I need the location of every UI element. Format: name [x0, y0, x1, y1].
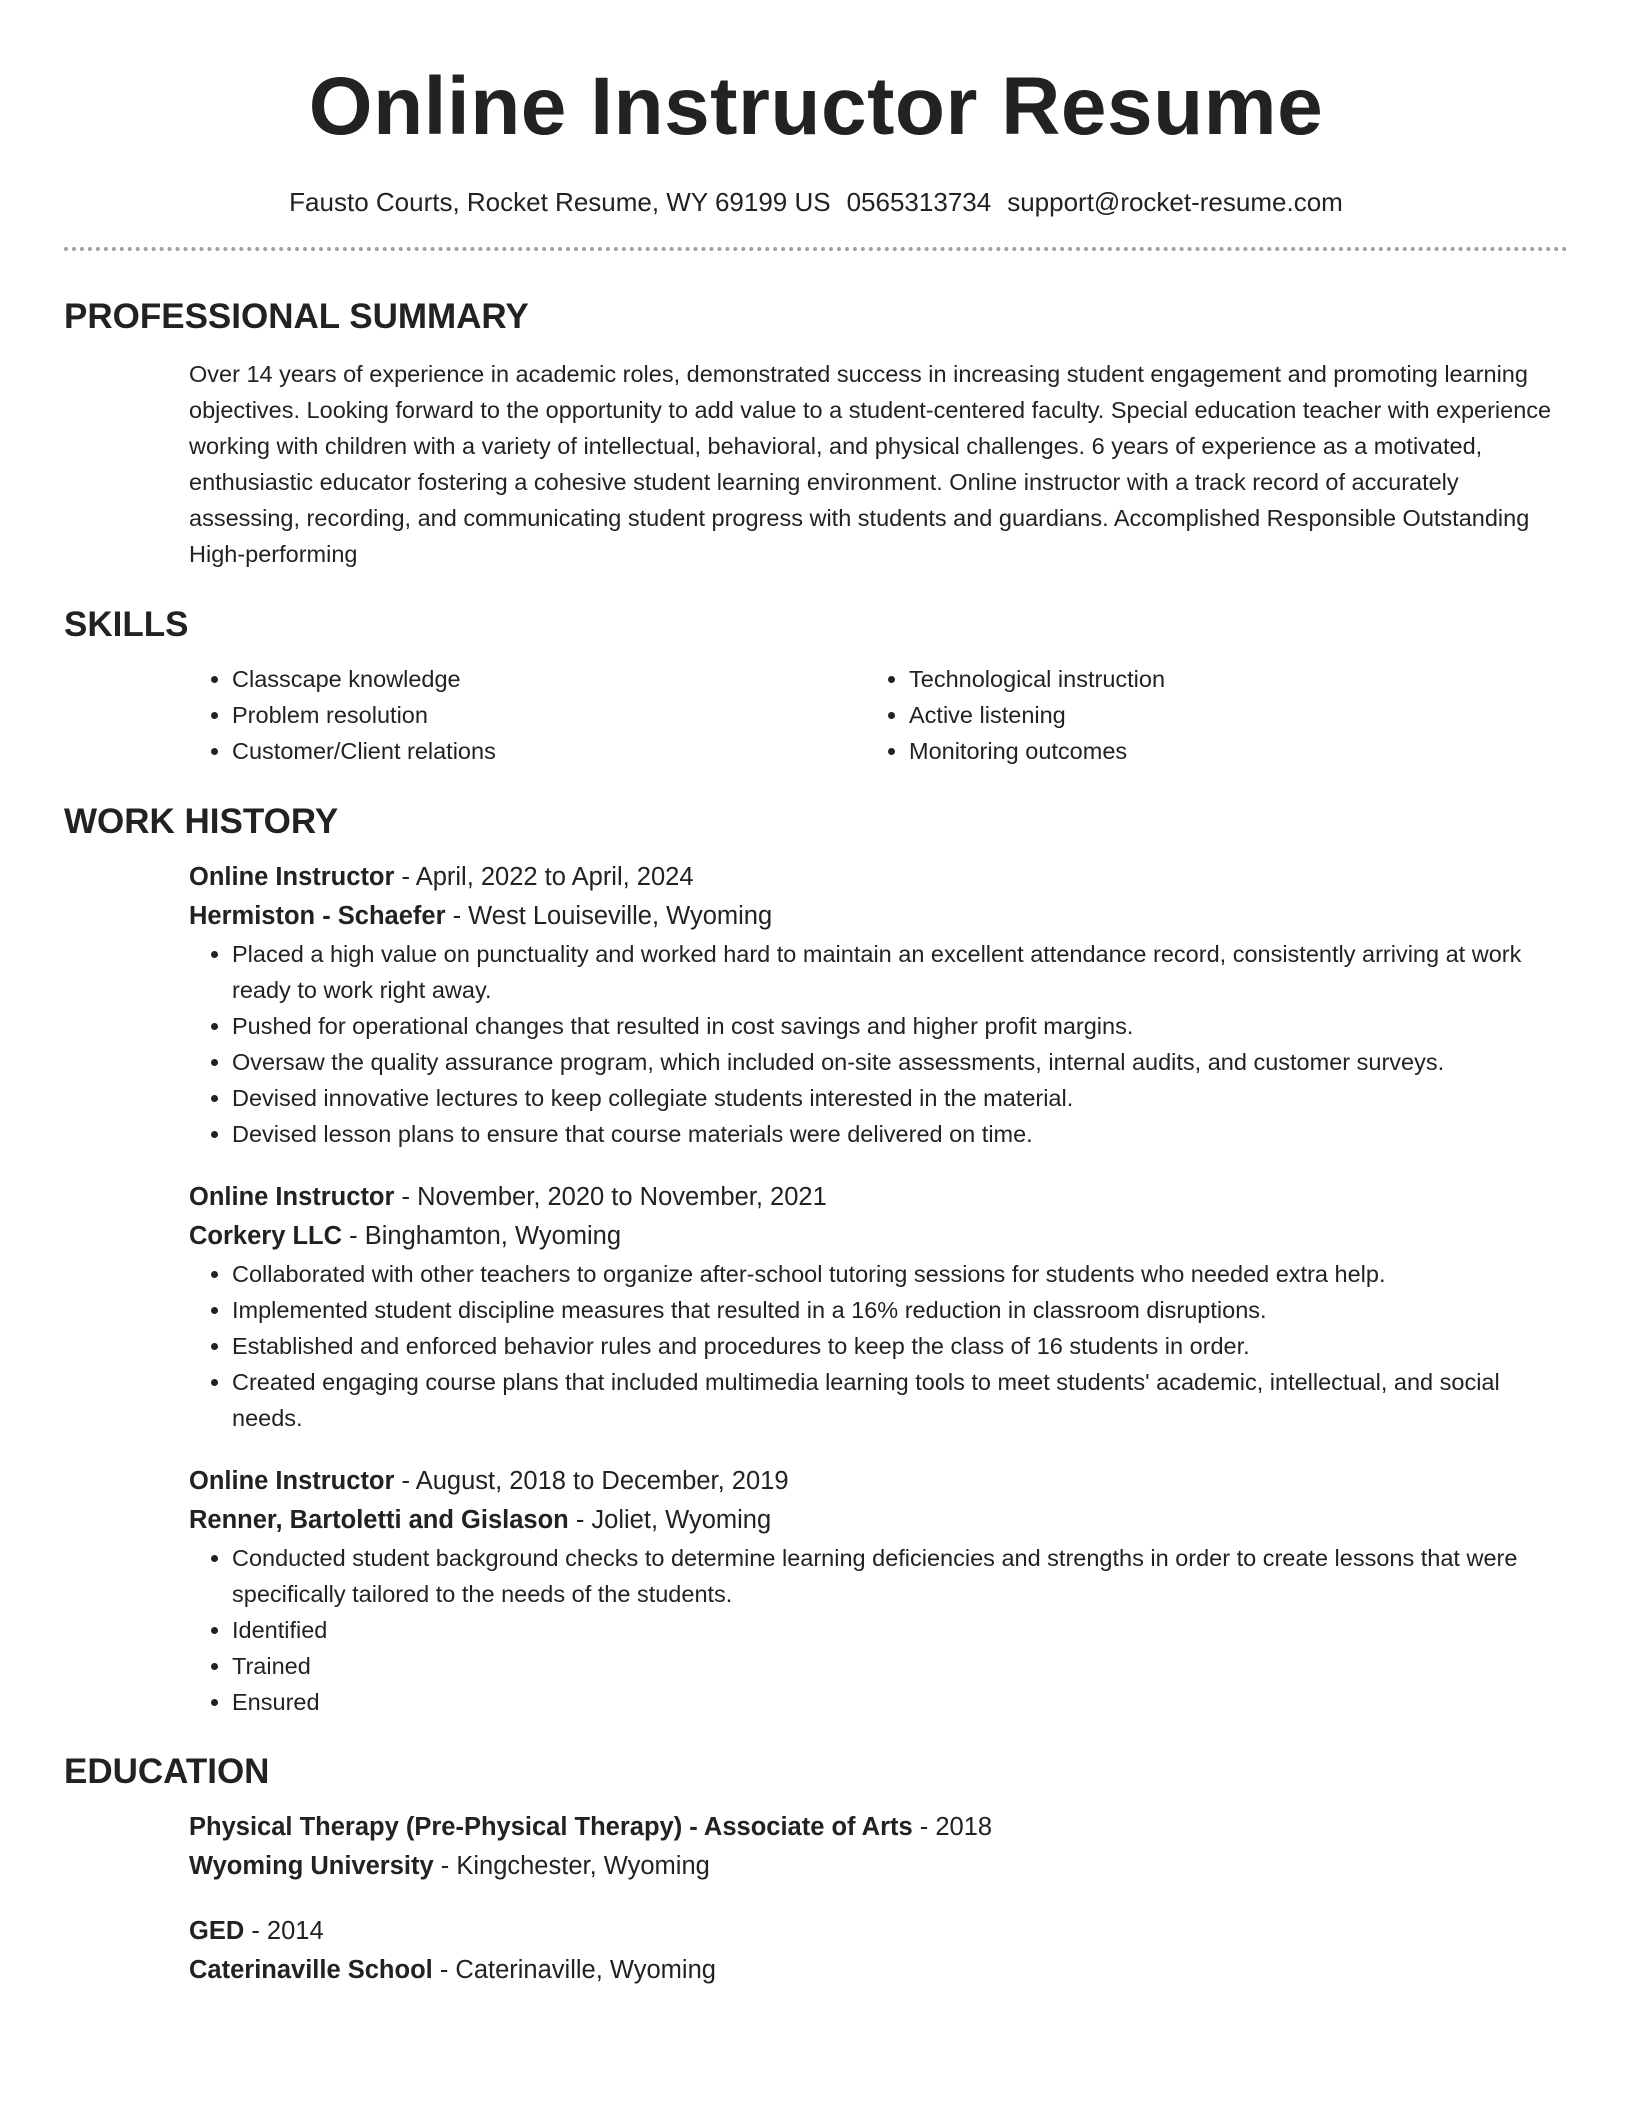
contact-email: support@rocket-resume.com — [1007, 187, 1343, 217]
education-degree-line — [189, 1912, 1568, 1951]
resume-title: Online Instructor Resume — [308, 61, 1324, 152]
header-divider — [64, 247, 1568, 251]
job-bullet: • Devised lesson plans to ensure that course materials were delivered on time. — [232, 1116, 1568, 1152]
job-bullet: • Collaborated with other teachers to organize after-school tutoring sessions for students who needed extra help. — [232, 1256, 1568, 1292]
job-title-line — [189, 858, 1568, 897]
education-school-line — [189, 1847, 1568, 1886]
job-entry — [189, 1462, 1568, 1720]
job-company: Corkery LLC — [189, 1222, 343, 1250]
job-title-line — [189, 1178, 1568, 1217]
education-location: - Kingchester, Wyoming — [433, 1852, 710, 1880]
skills-list-left — [189, 661, 866, 769]
job-bullet: • Established and enforced behavior rules and procedures to keep the class of 16 students in order. — [232, 1328, 1568, 1364]
contact-address: Fausto Courts, Rocket Resume, WY 69199 US — [289, 187, 831, 217]
section-title-skills: SKILLS — [64, 605, 189, 644]
job-company-line — [189, 1217, 1568, 1256]
job-bullet: • Placed a high value on punctuality and worked hard to maintain an excellent attendance record, consistently arriving at work ready to work right away. — [232, 936, 1568, 1008]
job-company: Hermiston - Schaefer — [189, 902, 446, 930]
job-bullet: • Implemented student discipline measures that resulted in a 16% reduction in classroom disruptions. — [232, 1292, 1568, 1328]
skill-item: • Classcape knowledge — [232, 661, 866, 697]
summary-text: Over 14 years of experience in academic roles, demonstrated success in increasing student engagement and promoting learning objectives. Looking forward to the opportunity to add value to a student-centered faculty. Special education teacher with experience working with children with a variety of intellectual, behavioral, and physical challenges. 6 years of experience as a motivated, enthusiastic educator fostering a cohesive student learning environment. Online instructor with a track record of accurately assessing, recording, and communicating student progress with students and guardians. Accomplished Responsible Outstanding High-performing — [189, 361, 1552, 567]
education-year: - 2014 — [244, 1917, 324, 1945]
education-school: Wyoming University — [189, 1852, 434, 1880]
education-degree: GED — [189, 1917, 245, 1945]
job-bullet: • Devised innovative lectures to keep collegiate students interested in the material. — [232, 1080, 1568, 1116]
job-dates: - November, 2020 to November, 2021 — [394, 1183, 827, 1211]
job-location: - Binghamton, Wyoming — [342, 1222, 622, 1250]
job-role: Online Instructor — [189, 1183, 395, 1211]
education-entry — [189, 1808, 1568, 1886]
job-dates: - April, 2022 to April, 2024 — [394, 863, 694, 891]
education-school: Caterinaville School — [189, 1956, 433, 1984]
contact-line — [64, 185, 1568, 219]
section-title-summary: PROFESSIONAL SUMMARY — [64, 297, 529, 336]
job-bullet: • Identified — [232, 1612, 1568, 1648]
job-location: - West Louiseville, Wyoming — [445, 902, 773, 930]
job-entry — [189, 1178, 1568, 1436]
job-dates: - August, 2018 to December, 2019 — [394, 1467, 789, 1495]
skill-item: • Customer/Client relations — [232, 733, 866, 769]
education-year: - 2018 — [912, 1813, 993, 1841]
job-bullets — [189, 1256, 1568, 1436]
job-bullet: • Oversaw the quality assurance program, which included on-site assessments, internal audits, and customer surveys. — [232, 1044, 1568, 1080]
skill-item: • Active listening — [909, 697, 1568, 733]
job-bullet: • Conducted student background checks to determine learning deficiencies and strengths in order to create lessons that were specifically tailored to the needs of the students. — [232, 1540, 1568, 1612]
job-location: - Joliet, Wyoming — [568, 1506, 772, 1534]
job-bullet: • Pushed for operational changes that resulted in cost savings and higher profit margins. — [232, 1008, 1568, 1044]
skill-item: • Problem resolution — [232, 697, 866, 733]
skill-item: • Monitoring outcomes — [909, 733, 1568, 769]
job-role: Online Instructor — [189, 1467, 395, 1495]
job-company-line — [189, 897, 1568, 936]
education-location: - Caterinaville, Wyoming — [432, 1956, 716, 1984]
job-company: Renner, Bartoletti and Gislason — [189, 1506, 569, 1534]
job-bullet: • Trained — [232, 1648, 1568, 1684]
skills-list-right — [866, 661, 1568, 769]
job-role: Online Instructor — [189, 863, 395, 891]
education-entry — [189, 1912, 1568, 1990]
education-degree-line — [189, 1808, 1568, 1847]
job-bullet: • Ensured — [232, 1684, 1568, 1720]
skills-grid — [189, 661, 1568, 769]
job-title-line — [189, 1462, 1568, 1501]
section-title-education: EDUCATION — [64, 1752, 270, 1791]
education-school-line — [189, 1951, 1568, 1990]
contact-phone: 0565313734 — [846, 187, 992, 217]
job-entry — [189, 858, 1568, 1152]
job-bullets — [189, 1540, 1568, 1720]
job-company-line — [189, 1501, 1568, 1540]
skill-item: • Technological instruction — [909, 661, 1568, 697]
section-title-work: WORK HISTORY — [64, 802, 339, 841]
job-bullet: • Created engaging course plans that included multimedia learning tools to meet students' academic, intellectual, and social needs. — [232, 1364, 1568, 1436]
education-degree: Physical Therapy (Pre-Physical Therapy) - Associate of Arts — [189, 1813, 913, 1841]
job-bullets — [189, 936, 1568, 1152]
